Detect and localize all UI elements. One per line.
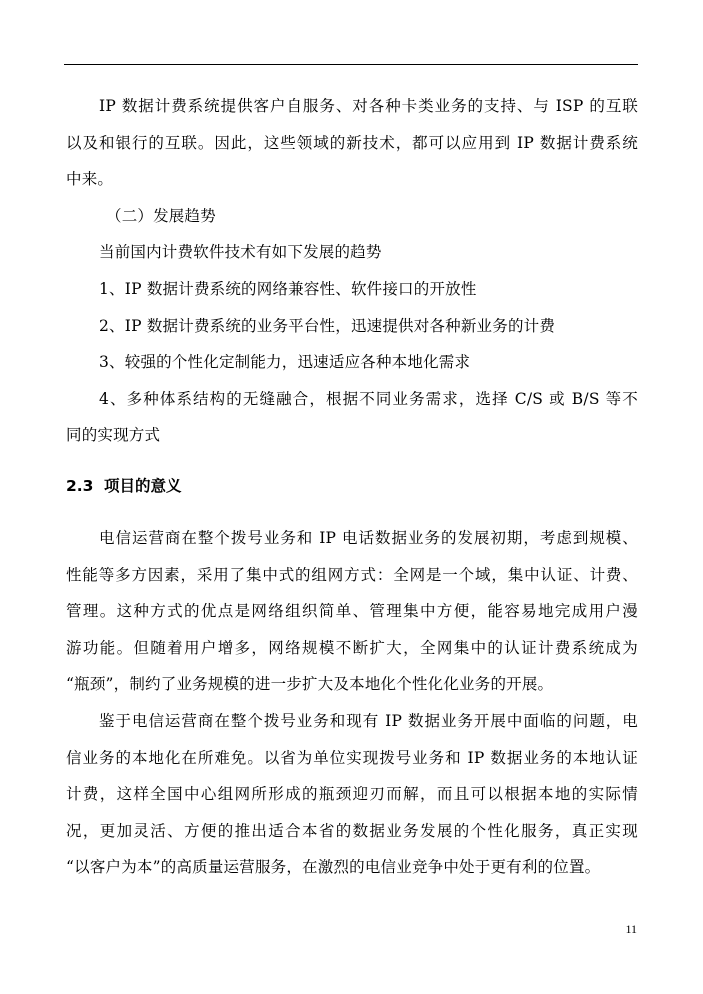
trend-list [66,271,638,454]
text-line: 计费，这样全国中心组网所形成的瓶颈迎刃而解，而且可以根据本地的实际情 [66,785,638,804]
text-line: 鉴于电信运营商在整个拨号业务和现有 IP 数据业务开展中面临的问题，电 [99,711,638,730]
trend-intro: 当前国内计费软件技术有如下发展的趋势 [99,243,382,262]
section-heading [66,468,638,504]
trend-item: 1、IP 数据计费系统的网络兼容性、软件接口的开放性 [99,279,477,298]
subsection-heading-trends: （二）发展趋势 [106,206,216,225]
trend-item: 4、多种体系结构的无缝融合，根据不同业务需求，选择 C/S 或 B/S 等不 [99,389,638,408]
text-line: 游功能。但随着用户增多，网络规模不断扩大，全网集中的认证计费系统成为 [66,638,638,657]
paragraph-localization [66,703,638,886]
text-line: 电信运营商在整个拨号业务和 IP 电话数据业务的发展初期，考虑到规模、 [99,528,638,547]
trend-item: 2、IP 数据计费系统的业务平台性，迅速提供对各种新业务的计费 [99,316,556,335]
text-line: 况，更加灵活、方便的推出适合本省的数据业务发展的个性化服务，真正实现 [66,821,638,840]
page-number: 11 [625,922,637,936]
text-line: 信业务的本地化在所难免。以省为单位实现拨号业务和 IP 数据业务的本地认证 [66,748,638,767]
section-number: 2.3 [66,476,94,495]
paragraph-ip-billing-tech [66,88,638,198]
trend-item-continuation: 同的实现方式 [66,426,161,445]
page-body [66,88,638,886]
section-title: 项目的意义 [104,476,182,495]
text-line: 中来。 [66,170,114,189]
text-line: 性能等多方因素，采用了集中式的组网方式：全网是一个域，集中认证、计费、 [66,565,638,584]
text-line: IP 数据计费系统提供客户自服务、对各种卡类业务的支持、与 ISP 的互联 [99,97,638,115]
paragraph-centralized-network [66,520,638,703]
trend-item: 3、较强的个性化定制能力，迅速适应各种本地化需求 [99,353,471,372]
text-line: “以客户为本”的高质量运营服务，在激烈的电信业竞争中处于更有利的位置。 [66,858,601,877]
text-line: 以及和银行的互联。因此，这些领域的新技术，都可以应用到 IP 数据计费系统 [66,133,638,152]
section-spacing [66,504,638,520]
text-line: “瓶颈”，制约了业务规模的进一步扩大及本地化个性化化业务的开展。 [66,675,554,694]
header-rule [64,64,638,65]
text-line: 管理。这种方式的优点是网络组织简单、管理集中方便，能容易地完成用户漫 [66,602,638,621]
